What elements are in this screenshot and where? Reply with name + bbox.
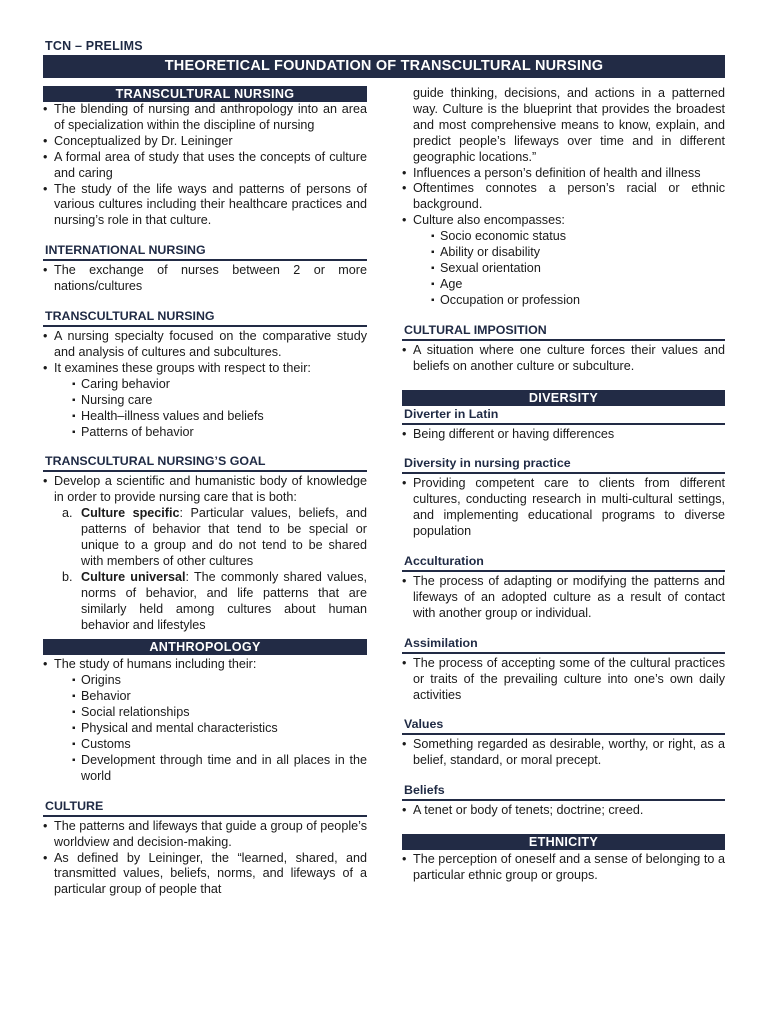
heading-diversity-practice: Diversity in nursing practice bbox=[402, 455, 725, 474]
list-item: • Something regarded as desirable, worthy, or right, as a belief, standard, or moral precept. bbox=[402, 737, 725, 769]
diverter-list bbox=[402, 427, 725, 443]
list-item: ▪ Development through time and in all places in the world bbox=[72, 753, 367, 785]
transcultural-nursing-2-list bbox=[43, 329, 367, 377]
definition-text: : The commonly shared values, norms of behavior, and life patterns that are similarly held among cultures about human behavior and lifestyles bbox=[81, 569, 367, 632]
list-item: • The process of adapting or modifying the patterns and lifeways of an adopted culture as a result of contact with another group or individual. bbox=[402, 574, 725, 622]
examined-aspects-list bbox=[43, 377, 367, 441]
list-item: • Influences a person’s definition of health and illness bbox=[402, 166, 725, 182]
heading-acculturation: Acculturation bbox=[402, 553, 725, 572]
heading-beliefs: Beliefs bbox=[402, 782, 725, 801]
left-column bbox=[43, 86, 367, 898]
list-item: • Being different or having differences bbox=[402, 427, 725, 443]
list-item: ▪ Behavior bbox=[72, 689, 367, 705]
diversity-practice-list bbox=[402, 476, 725, 540]
list-item: • A nursing specialty focused on the comparative study and analysis of cultures and subcultures. bbox=[43, 329, 367, 361]
list-item: • Conceptualized by Dr. Leininger bbox=[43, 134, 367, 150]
international-nursing-list bbox=[43, 263, 367, 295]
page-title: THEORETICAL FOUNDATION OF TRANSCULTURAL NURSING bbox=[43, 55, 725, 78]
list-item: • It examines these groups with respect to their: bbox=[43, 361, 367, 377]
list-marker: a. bbox=[62, 506, 73, 521]
list-item: ▪ Physical and mental characteristics bbox=[72, 721, 367, 737]
course-label: TCN – PRELIMS bbox=[45, 39, 143, 53]
anthropology-sub-list bbox=[43, 673, 367, 784]
list-item: • The blending of nursing and anthropology into an area of specialization within the discipline of nursing bbox=[43, 102, 367, 134]
assimilation-list bbox=[402, 656, 725, 704]
list-item: • As defined by Leininger, the “learned, shared, and transmitted values, beliefs, norms, and lifeways of a particular group of people that bbox=[43, 851, 367, 899]
culture-list bbox=[43, 819, 367, 899]
heading-transcultural-nursing-2: TRANSCULTURAL NURSING bbox=[43, 308, 367, 327]
list-item: ▪ Caring behavior bbox=[72, 377, 367, 393]
list-item: • The patterns and lifeways that guide a group of people’s worldview and decision-making. bbox=[43, 819, 367, 851]
heading-diversity: DIVERSITY bbox=[402, 390, 725, 406]
list-item: • The perception of oneself and a sense of belonging to a particular ethnic group or groups. bbox=[402, 852, 725, 884]
list-item: ▪ Patterns of behavior bbox=[72, 425, 367, 441]
list-item: • The process of accepting some of the cultural practices or traits of the prevailing culture into one’s own daily activities bbox=[402, 656, 725, 704]
list-item: • The study of the life ways and patterns of persons of various cultures including their healthcare practices and nursing’s role in that culture. bbox=[43, 182, 367, 230]
heading-ethnicity: ETHNICITY bbox=[402, 834, 725, 850]
culture-encompasses-list bbox=[402, 229, 725, 309]
heading-values: Values bbox=[402, 716, 725, 735]
heading-cultural-imposition: CULTURAL IMPOSITION bbox=[402, 322, 725, 341]
nursing-goal-list bbox=[43, 474, 367, 506]
heading-nursing-goal: TRANSCULTURAL NURSING’S GOAL bbox=[43, 453, 367, 472]
heading-culture: CULTURE bbox=[43, 798, 367, 817]
list-item bbox=[62, 506, 367, 570]
acculturation-list bbox=[402, 574, 725, 622]
list-item: • Develop a scientific and humanistic body of knowledge in order to provide nursing care that is both: bbox=[43, 474, 367, 506]
right-column bbox=[402, 86, 725, 884]
list-item: • A formal area of study that uses the concepts of culture and caring bbox=[43, 150, 367, 182]
beliefs-list bbox=[402, 803, 725, 819]
transcultural-nursing-list bbox=[43, 102, 367, 229]
values-list bbox=[402, 737, 725, 769]
list-item: • The exchange of nurses between 2 or more nations/cultures bbox=[43, 263, 367, 295]
list-item: ▪ Nursing care bbox=[72, 393, 367, 409]
list-item: ▪ Health–illness values and beliefs bbox=[72, 409, 367, 425]
list-item: • Culture also encompasses: bbox=[402, 213, 725, 229]
list-item: ▪ Customs bbox=[72, 737, 367, 753]
list-item: • A situation where one culture forces their values and beliefs on another culture or subculture. bbox=[402, 343, 725, 375]
list-item: ▪ Age bbox=[431, 277, 725, 293]
list-item: ▪ Social relationships bbox=[72, 705, 367, 721]
anthropology-list bbox=[43, 657, 367, 673]
list-item: ▪ Sexual orientation bbox=[431, 261, 725, 277]
definition-text: : Particular values, beliefs, and patterns of behavior that tend to be special or unique to a group and do not tend to be shared with members of other cultures bbox=[81, 506, 367, 568]
culture-more-list bbox=[402, 166, 725, 230]
list-item: • Oftentimes connotes a person’s racial or ethnic background. bbox=[402, 181, 725, 213]
term-culture-specific: Culture specific bbox=[81, 506, 180, 521]
heading-assimilation: Assimilation bbox=[402, 635, 725, 654]
list-item: • Providing competent care to clients from different cultures, conducting research in multi-cultural settings, and implementing educational programs to diverse population bbox=[402, 476, 725, 540]
goal-types-list bbox=[43, 506, 367, 633]
term-culture-universal: Culture universal bbox=[81, 569, 186, 584]
heading-international-nursing: INTERNATIONAL NURSING bbox=[43, 242, 367, 261]
list-item: ▪ Ability or disability bbox=[431, 245, 725, 261]
list-item: • The study of humans including their: bbox=[43, 657, 367, 673]
list-item: ▪ Socio economic status bbox=[431, 229, 725, 245]
imposition-list bbox=[402, 343, 725, 375]
ethnicity-list bbox=[402, 852, 725, 884]
heading-diverter-latin: Diverter in Latin bbox=[402, 406, 725, 425]
culture-definition-continued: guide thinking, decisions, and actions in a patterned way. Culture is the blueprint that provides the broadest and most comprehensive means to know, explain, and predict people’s lifeways over time and in different geographic locations.” bbox=[413, 86, 725, 164]
list-item: • A tenet or body of tenets; doctrine; creed. bbox=[402, 803, 725, 819]
list-item: ▪ Occupation or profession bbox=[431, 293, 725, 309]
heading-transcultural-nursing: TRANSCULTURAL NURSING bbox=[43, 86, 367, 102]
list-item: ▪ Origins bbox=[72, 673, 367, 689]
list-marker: b. bbox=[62, 569, 73, 584]
list-item bbox=[62, 570, 367, 634]
heading-anthropology: ANTHROPOLOGY bbox=[43, 639, 367, 655]
